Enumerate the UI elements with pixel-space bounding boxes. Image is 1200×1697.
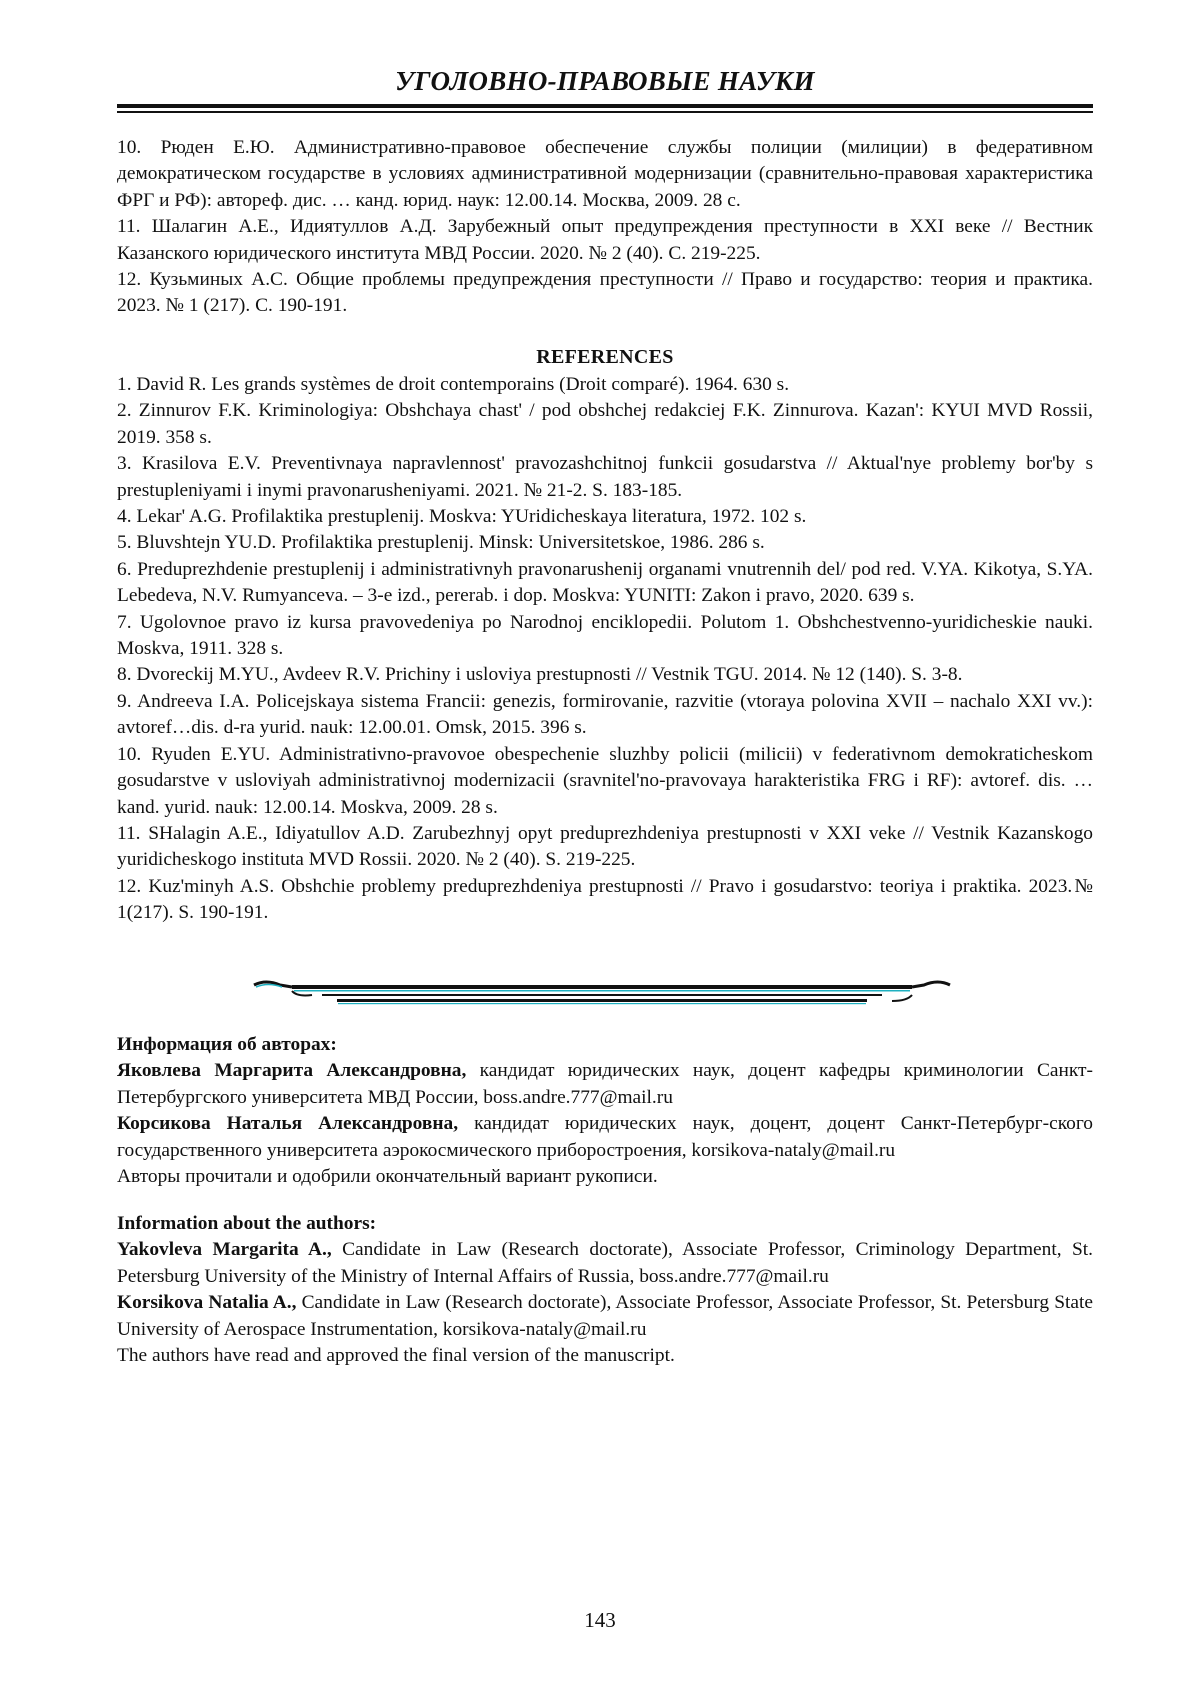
author-entry (117, 1111, 1093, 1164)
authors-info-english (117, 1211, 1093, 1369)
reference-item: 12. Кузьминых А.С. Общие проблемы предупреждения преступности // Право и государство: теория и практика. 2023. № 1 (217). С. 190-191. (117, 267, 1093, 320)
author-details: кандидат юридических наук, доцент, доцент Санкт-Петербург-ского государственного университета аэрокосмического приборостроения, korsikova-nataly@mail.ru (117, 1113, 1093, 1160)
reference-item: 5. Bluvshtejn YU.D. Profilaktika prestuplenij. Minsk: Universitetskoe, 1986. 286 s. (117, 530, 1093, 556)
header-rule-thick (117, 104, 1093, 108)
reference-item: 10. Рюден Е.Ю. Административно-правовое обеспечение службы полиции (милиции) в федеративном демократическом государстве в условиях административной модернизации (сравнительно-правовая характеристика ФРГ и РФ): автореф. дис. … канд. юрид. наук: 12.00.14. Москва, 2009. 28 с. (117, 135, 1093, 214)
reference-item: 8. Dvoreckij M.YU., Avdeev R.V. Prichiny i usloviya prestupnosti // Vestnik TGU. 2014. № 12 (140). S. 3-8. (117, 662, 1093, 688)
author-name: Корсикова Наталья Александровна, (117, 1113, 458, 1134)
reference-item: 4. Lekar' A.G. Profilaktika prestuplenij. Moskva: YUridicheskaya literatura, 1972. 102 s. (117, 504, 1093, 530)
references-heading: REFERENCES (117, 346, 1093, 369)
author-details: кандидат юридических наук, доцент кафедры криминологии Санкт-Петербургского университета МВД России, boss.andre.777@mail.ru (117, 1060, 1093, 1107)
reference-item: 12. Kuz'minyh A.S. Obshchie problemy preduprezhdeniya prestupnosti // Pravo i gosudarstvo: teoriya i praktika. 2023.№ 1(217). S. 190-191. (117, 874, 1093, 927)
author-entry (117, 1058, 1093, 1111)
page-number: 143 (0, 1608, 1200, 1633)
authors-heading: Информация об авторах: (117, 1032, 1093, 1058)
reference-item: 6. Preduprezhdenie prestuplenij i administrativnyh pravonarushenij organami vnutrennih del/ pod red. V.YA. Kikotya, S.YA. Lebedeva, N.V. Rumyanceva. – 3-e izd., pererab. i dop. Moskva: YUNITI: Zakon i pravo, 2020. 639 s. (117, 557, 1093, 610)
ornament-divider-icon (252, 975, 952, 1009)
author-name: Яковлева Маргарита Александровна, (117, 1060, 466, 1081)
approval-note: The authors have read and approved the final version of the manuscript. (117, 1343, 1093, 1369)
russian-references-list (117, 135, 1093, 320)
author-name: Yakovleva Margarita A., (117, 1239, 332, 1260)
reference-item: 7. Ugolovnoe pravo iz kursa pravovedeniya po Narodnoj enciklopedii. Polutom 1. Obshchestvenno-yuridicheskie nauki. Moskva, 1911. 328 s. (117, 610, 1093, 663)
reference-item: 11. Шалагин А.Е., Идиятуллов А.Д. Зарубежный опыт предупреждения преступности в XXI веке // Вестник Казанского юридического института МВД России. 2020. № 2 (40). С. 219-225. (117, 214, 1093, 267)
page-header-title: УГОЛОВНО-ПРАВОВЫЕ НАУКИ (117, 66, 1093, 97)
author-entry (117, 1237, 1093, 1290)
author-details: Candidate in Law (Research doctorate), Associate Professor, Criminology Department, St. Petersburg University of the Ministry of Internal Affairs of Russia, boss.andre.777@mail.ru (117, 1239, 1093, 1286)
reference-item: 11. SHalagin A.E., Idiyatullov A.D. Zarubezhnyj opyt preduprezhdeniya prestupnosti v XXI veke // Vestnik Kazanskogo yuridicheskogo instituta MVD Rossii. 2020. № 2 (40). S. 219-225. (117, 821, 1093, 874)
english-references-list (117, 372, 1093, 927)
reference-item: 10. Ryuden E.YU. Administrativno-pravovoe obespechenie sluzhby policii (milicii) v federativnom demokraticheskom gosudarstve v usloviyah administrativnoj modernizacii (sravnitel'no-pravovaya harakteristika FRG i RF): avtoref. dis. … kand. yurid. nauk: 12.00.14. Moskva, 2009. 28 s. (117, 742, 1093, 821)
reference-item: 2. Zinnurov F.K. Kriminologiya: Obshchaya chast' / pod obshchej redakciej F.K. Zinnurova. Kazan': KYUI MVD Rossii, 2019. 358 s. (117, 398, 1093, 451)
approval-note: Авторы прочитали и одобрили окончательный вариант рукописи. (117, 1164, 1093, 1190)
reference-item: 9. Andreeva I.A. Policejskaya sistema Francii: genezis, formirovanie, razvitie (vtoraya polovina XVII – nachalo XXI vv.): avtoref…dis. d-ra yurid. nauk: 12.00.01. Omsk, 2015. 396 s. (117, 689, 1093, 742)
author-entry (117, 1290, 1093, 1343)
author-name: Korsikova Natalia A., (117, 1292, 296, 1313)
authors-info-russian (117, 1032, 1093, 1190)
reference-item: 1. David R. Les grands systèmes de droit contemporains (Droit comparé). 1964. 630 s. (117, 372, 1093, 398)
authors-heading: Information about the authors: (117, 1211, 1093, 1237)
author-details: Candidate in Law (Research doctorate), Associate Professor, Associate Professor, St. Petersburg State University of Aerospace Instrumentation, korsikova-nataly@mail.ru (117, 1292, 1093, 1339)
header-rule-thin (117, 111, 1093, 113)
reference-item: 3. Krasilova E.V. Preventivnaya napravlennost' pravozashchitnoj funkcii gosudarstva // Aktual'nye problemy bor'by s prestupleniyami i inymi pravonarusheniyami. 2021. № 21-2. S. 183-185. (117, 451, 1093, 504)
